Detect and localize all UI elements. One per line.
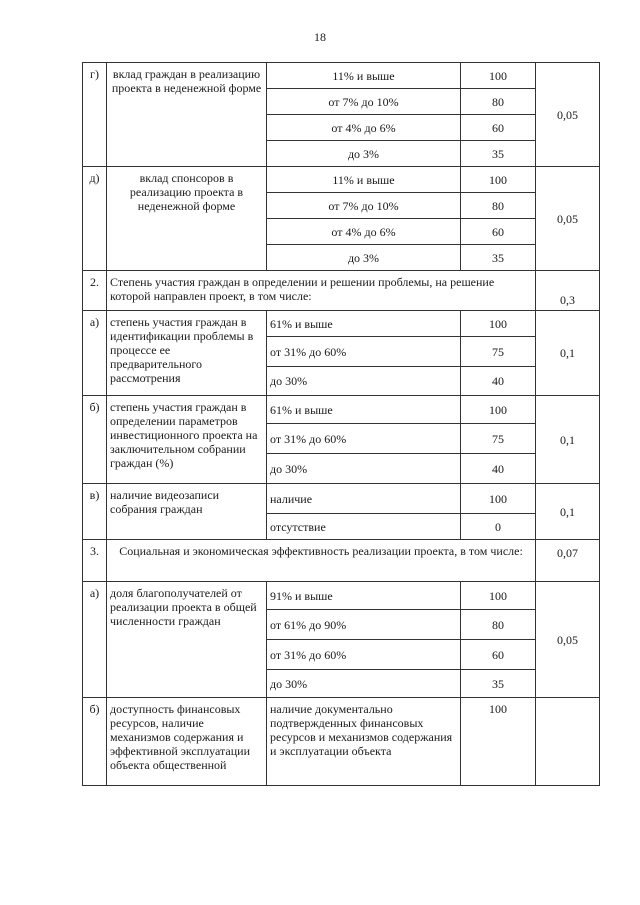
option-label: 91% и выше xyxy=(267,582,461,610)
page-number: 18 xyxy=(314,30,326,44)
option-score: 0 xyxy=(461,514,536,540)
option-score: 100 xyxy=(461,63,536,89)
criterion-text: вклад спонсоров в реализацию проекта в неденежной форме xyxy=(107,167,267,271)
option-label: 61% и выше xyxy=(267,311,461,337)
option-score: 60 xyxy=(461,219,536,245)
option-score: 80 xyxy=(461,193,536,219)
table-row xyxy=(83,582,600,610)
criterion-text: наличие видеозаписи собрания граждан xyxy=(107,484,267,540)
row-number: б) xyxy=(83,698,107,786)
option-score: 80 xyxy=(461,610,536,640)
option-score: 60 xyxy=(461,115,536,141)
section-row xyxy=(83,271,600,311)
option-score: 40 xyxy=(461,367,536,396)
weight-value: 0,1 xyxy=(536,311,600,396)
option-label: от 31% до 60% xyxy=(267,424,461,454)
option-label: от 4% до 6% xyxy=(267,115,461,141)
weight-value: 0,05 xyxy=(536,167,600,271)
weight-value: 0,3 xyxy=(536,271,600,311)
table-row xyxy=(83,167,600,193)
row-number: г) xyxy=(83,63,107,167)
option-score: 35 xyxy=(461,670,536,698)
option-label: до 30% xyxy=(267,454,461,484)
option-score: 100 xyxy=(461,582,536,610)
option-label: до 3% xyxy=(267,245,461,271)
option-score: 35 xyxy=(461,245,536,271)
option-label: наличие документально подтвержденных финансовых ресурсов и механизмов содержания и эксплуатации объекта xyxy=(267,698,461,786)
option-score: 60 xyxy=(461,640,536,670)
option-label: от 31% до 60% xyxy=(267,640,461,670)
row-number: в) xyxy=(83,484,107,540)
weight-value: 0,1 xyxy=(536,484,600,540)
option-label: 11% и выше xyxy=(267,63,461,89)
row-number: а) xyxy=(83,311,107,396)
section-title: Степень участия граждан в определении и решении проблемы, на решение которой направлен проект, в том числе: xyxy=(107,271,536,311)
option-score: 35 xyxy=(461,141,536,167)
row-number: б) xyxy=(83,396,107,484)
option-label: до 3% xyxy=(267,141,461,167)
option-label: от 7% до 10% xyxy=(267,193,461,219)
option-label: от 31% до 60% xyxy=(267,337,461,367)
option-label: до 30% xyxy=(267,367,461,396)
option-score: 100 xyxy=(461,484,536,514)
table-row xyxy=(83,396,600,424)
weight-value: 0,05 xyxy=(536,63,600,167)
section-number: 2. xyxy=(83,271,107,311)
option-label: до 30% xyxy=(267,670,461,698)
row-number: д) xyxy=(83,167,107,271)
option-label: от 4% до 6% xyxy=(267,219,461,245)
option-label: от 7% до 10% xyxy=(267,89,461,115)
option-label: наличие xyxy=(267,484,461,514)
table-row xyxy=(83,484,600,514)
criterion-text: степень участия граждан в определении параметров инвестиционного проекта на заключительном собрании граждан (%) xyxy=(107,396,267,484)
section-title: Социальная и экономическая эффективность реализации проекта, в том числе: xyxy=(107,540,536,582)
table-row xyxy=(83,698,600,786)
option-label: 61% и выше xyxy=(267,396,461,424)
option-label: 11% и выше xyxy=(267,167,461,193)
table-row xyxy=(83,311,600,337)
option-label: отсутствие xyxy=(267,514,461,540)
option-score: 100 xyxy=(461,396,536,424)
criterion-text: вклад граждан в реализацию проекта в неденежной форме xyxy=(107,63,267,167)
criterion-text: доступность финансовых ресурсов, наличие механизмов содержания и эффективной эксплуатации объекта общественной xyxy=(107,698,267,786)
option-score: 80 xyxy=(461,89,536,115)
option-score: 100 xyxy=(461,167,536,193)
weight-value: 0,1 xyxy=(536,396,600,484)
option-score: 100 xyxy=(461,311,536,337)
option-score: 75 xyxy=(461,337,536,367)
criterion-text: степень участия граждан в идентификации проблемы в процессе ее предварительного рассмотрения xyxy=(107,311,267,396)
criterion-text: доля благополучателей от реализации проекта в общей численности граждан xyxy=(107,582,267,698)
section-row xyxy=(83,540,600,582)
table-row xyxy=(83,63,600,89)
option-label: от 61% до 90% xyxy=(267,610,461,640)
option-score: 40 xyxy=(461,454,536,484)
weight-value xyxy=(536,698,600,786)
row-number: а) xyxy=(83,582,107,698)
weight-value: 0,05 xyxy=(536,582,600,698)
option-score: 75 xyxy=(461,424,536,454)
weight-value: 0,07 xyxy=(536,540,600,582)
option-score: 100 xyxy=(461,698,536,786)
section-number: 3. xyxy=(83,540,107,582)
criteria-table xyxy=(82,62,600,786)
